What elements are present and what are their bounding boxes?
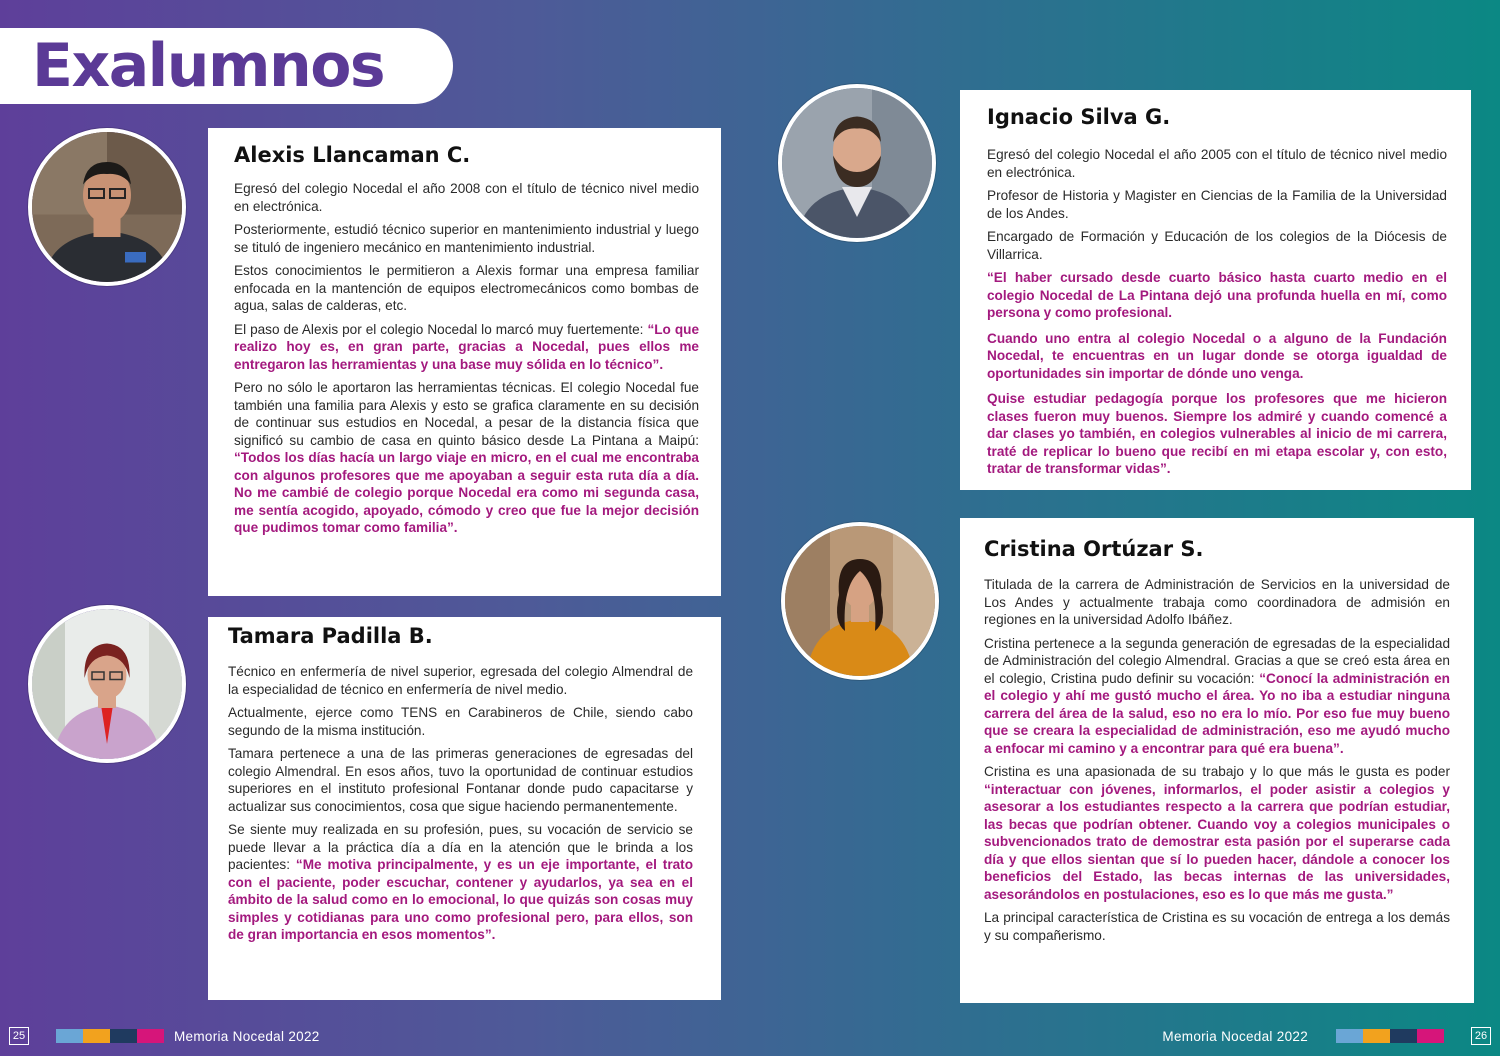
profile-quote: “Lo que realizo hoy es, en gran parte, gracias a Nocedal, pues ellos me entregaron las herramientas y una base muy sólida en lo técnico”.	[234, 321, 700, 372]
color-swatch	[110, 1029, 137, 1043]
title-tab	[0, 28, 453, 104]
color-swatch	[1390, 1029, 1417, 1043]
color-swatch	[1336, 1029, 1363, 1043]
profile-name: Alexis Llancaman C.	[234, 143, 471, 167]
profile-paragraph: Pero no sólo le aportaron las herramientas técnicas. El colegio Nocedal fue también una familia para Alexis y esto se grafica claramente en su decisión de continuar sus estudios en Nocedal, a pesar de la distancia física que significó su cambio de casa en quinto básico desde La Pintana a Maipú: “Todos los días hacía un largo viaje en micro, en el cual me encontraba con algunos profesores que me apoyaban a seguir esta ruta día a día. No me cambié de colegio porque Nocedal era como mi segunda casa, me sentía acogido, apoyado, cómodo y creo que fue la mejor decisión que pudimos tomar como familia”.	[234, 380, 699, 535]
color-swatch	[1363, 1029, 1390, 1043]
color-swatch	[83, 1029, 110, 1043]
profile-paragraph: Egresó del colegio Nocedal el año 2005 con el título de técnico nivel medio en electrónica.	[987, 147, 1447, 180]
profile-paragraph: El paso de Alexis por el colegio Nocedal lo marcó muy fuertemente: “Lo que realizo hoy es, en gran parte, gracias a Nocedal, pues ellos me entregaron las herramientas y una base muy sólida en lo técnico”.	[234, 321, 700, 372]
profile-paragraph: Titulada de la carrera de Administración de Servicios en la universidad de Los Andes y actualmente trabaja como coordinadora de admisión en regiones en la universidad Adolfo Ibáñez.	[984, 577, 1450, 627]
photo-tamara	[28, 605, 186, 763]
color-swatch	[56, 1029, 83, 1043]
photo-alexis	[28, 128, 186, 286]
profile-paragraph: Actualmente, ejerce como TENS en Carabineros de Chile, siendo cabo segundo de la misma institución.	[228, 705, 693, 738]
profile-paragraph: Profesor de Historia y Magister en Ciencias de la Familia de la Universidad de los Andes.	[987, 188, 1447, 221]
profile-paragraph: Estos conocimientos le permitieron a Alexis formar una empresa familiar enfocada en la mantención de equipos electromecánicos como bombas de agua, salas de calderas, etc.	[234, 263, 699, 313]
photo-cristina	[781, 522, 939, 680]
profile-paragraph: Encargado de Formación y Educación de los colegios de la Diócesis de Villarrica.	[987, 229, 1447, 262]
profile-paragraph: Cristina pertenece a la segunda generación de egresadas de la especialidad de Administración del colegio Almendral. Gracias a que se creó esta área en el colegio, Cristina pudo definir su vocación: “Conocí la administración en el colegio y ahí me gustó mucho el área. Yo no iba a estudiar ninguna carrera del área de la salud, eso no era lo mío. Por eso fue muy bueno que se creara la especialidad de administración, eso me ayudó mucho a enfocar mi camino y a encontrar para qué era buena”.	[984, 635, 1450, 756]
profile-paragraph: Tamara pertenece a una de las primeras generaciones de egresadas del colegio Almendral. En esos años, tuvo la oportunidad de continuar estudios superiores en el instituto profesional Fontanar donde pudo capacitarse y actualizar sus conocimientos, cosa que sigue haciendo permanentemente.	[228, 746, 693, 814]
profile-name: Cristina Ortúzar S.	[984, 537, 1204, 561]
profile-quote: “El haber cursado desde cuarto básico hasta cuarto medio en el colegio Nocedal de La Pintana dejó una profunda huella en mí, como persona y como profesional.	[987, 270, 1447, 320]
footer-right	[1162, 1026, 1491, 1046]
page-number-right: 26	[1471, 1027, 1491, 1045]
profile-quote: “Conocí la administración en el colegio y ahí me gustó mucho el área. Yo no iba a estudiar ninguna carrera del área de la salud, eso no era lo mío. Por eso fue muy bueno que se creara la especialidad de administración, eso me ayudó mucho a enfocar mi camino y a encontrar para qué era buena”.	[984, 670, 1450, 756]
footer-label-left: Memoria Nocedal 2022	[174, 1028, 320, 1044]
profile-paragraph: La principal característica de Cristina es su vocación de entrega a los demás y su compañerismo.	[984, 910, 1450, 943]
profile-card-alexis	[208, 128, 721, 596]
profile-quote: Quise estudiar pedagogía porque los profesores que me hicieron clases fueron muy buenos. Siempre los admiré y cuando comencé a dar clases yo también, en colegios vulnerables al inicio de mi carrera, traté de replicar lo bueno que recibí en mi etapa escolar y, con esto, tratar de transformar vidas”.	[987, 391, 1447, 476]
profile-paragraph: Posteriormente, estudió técnico superior en mantenimiento industrial y luego se tituló de ingeniero mecánico en mantenimiento industrial.	[234, 222, 699, 255]
photo-ignacio	[778, 84, 936, 242]
page-title: Exalumnos	[32, 31, 385, 101]
color-swatch	[1417, 1029, 1444, 1043]
page-number-left: 25	[9, 1027, 29, 1045]
color-swatch	[137, 1029, 164, 1043]
profile-paragraph: Se siente muy realizada en su profesión, pues, su vocación de servicio se puede llevar a la práctica día a día en la atención que le brinda a los pacientes: “Me motiva principalmente, y es un eje importante, el trato con el paciente, poder escuchar, contener y ayudarlos, ya sea en el ámbito de la salud como en lo emocional, lo que quizás son cosas muy simples y cotidianas para uno como profesional pero, para ellos, son de gran importancia en esos momentos”.	[228, 822, 693, 942]
profile-quote: “interactuar con jóvenes, informarlos, el poder asistir a colegios y asesorar a los estudiantes respecto a la carrera que podrían estudiar, las becas que podrían obtener. Cuando voy a colegios municipales o subvencionados trato de demostrar esta pasión por el superarse cada día y que ellos sientan que sí lo pueden hacer, dándole a conocer los beneficios del Estado, las becas internas de las universidades, asesorándolos en postulaciones, eso es lo que más me gusta.”	[984, 781, 1450, 902]
profile-name: Tamara Padilla B.	[228, 624, 433, 648]
profile-paragraph: Egresó del colegio Nocedal el año 2008 con el título de técnico nivel medio en electrónica.	[234, 181, 699, 214]
profile-quote: “Me motiva principalmente, y es un eje importante, el trato con el paciente, poder escuchar, contener y ayudarlos, ya sea en el ámbito de la salud como en lo emocional, lo que quizás son cosas muy simples y cotidianas para uno como profesional pero, para ellos, son de gran importancia en esos momentos”.	[228, 857, 693, 942]
profile-card-tamara	[208, 617, 721, 1000]
profile-quote: “Todos los días hacía un largo viaje en micro, en el cual me encontraba con algunos profesores que me apoyaban a seguir esta ruta día a día. No me cambié de colegio porque Nocedal era como mi segunda casa, me sentía acogido, apoyado, cómodo y creo que fue la mejor decisión que pudimos tomar como familia”.	[234, 450, 699, 535]
profile-quote: Cuando uno entra al colegio Nocedal o a alguno de la Fundación Nocedal, te encuentras en un lugar donde se otorga igualdad de oportunidades sin importar de dónde uno venga.	[987, 330, 1447, 381]
profile-paragraph: Cristina es una apasionada de su trabajo y lo que más le gusta es poder “interactuar con jóvenes, informarlos, el poder asistir a colegios y asesorar a los estudiantes respecto a la carrera que podrían estudiar, las becas que podrían obtener. Cuando voy a colegios municipales o subvencionados trato de demostrar esta pasión por el superarse cada día y que ellos sientan que sí lo pueden hacer, dándole a conocer los beneficios del Estado, las becas internas de las universidades, asesorándolos en postulaciones, eso es lo que más me gusta.”	[984, 764, 1450, 902]
footer-label-right: Memoria Nocedal 2022	[1162, 1028, 1308, 1044]
profile-card-cristina	[960, 518, 1474, 1003]
profile-paragraph: Técnico en enfermería de nivel superior, egresada del colegio Almendral de la especialidad de técnico en enfermería de nivel medio.	[228, 664, 693, 697]
footer-left	[9, 1026, 320, 1046]
profile-card-ignacio	[960, 90, 1471, 490]
profile-name: Ignacio Silva G.	[987, 105, 1171, 129]
